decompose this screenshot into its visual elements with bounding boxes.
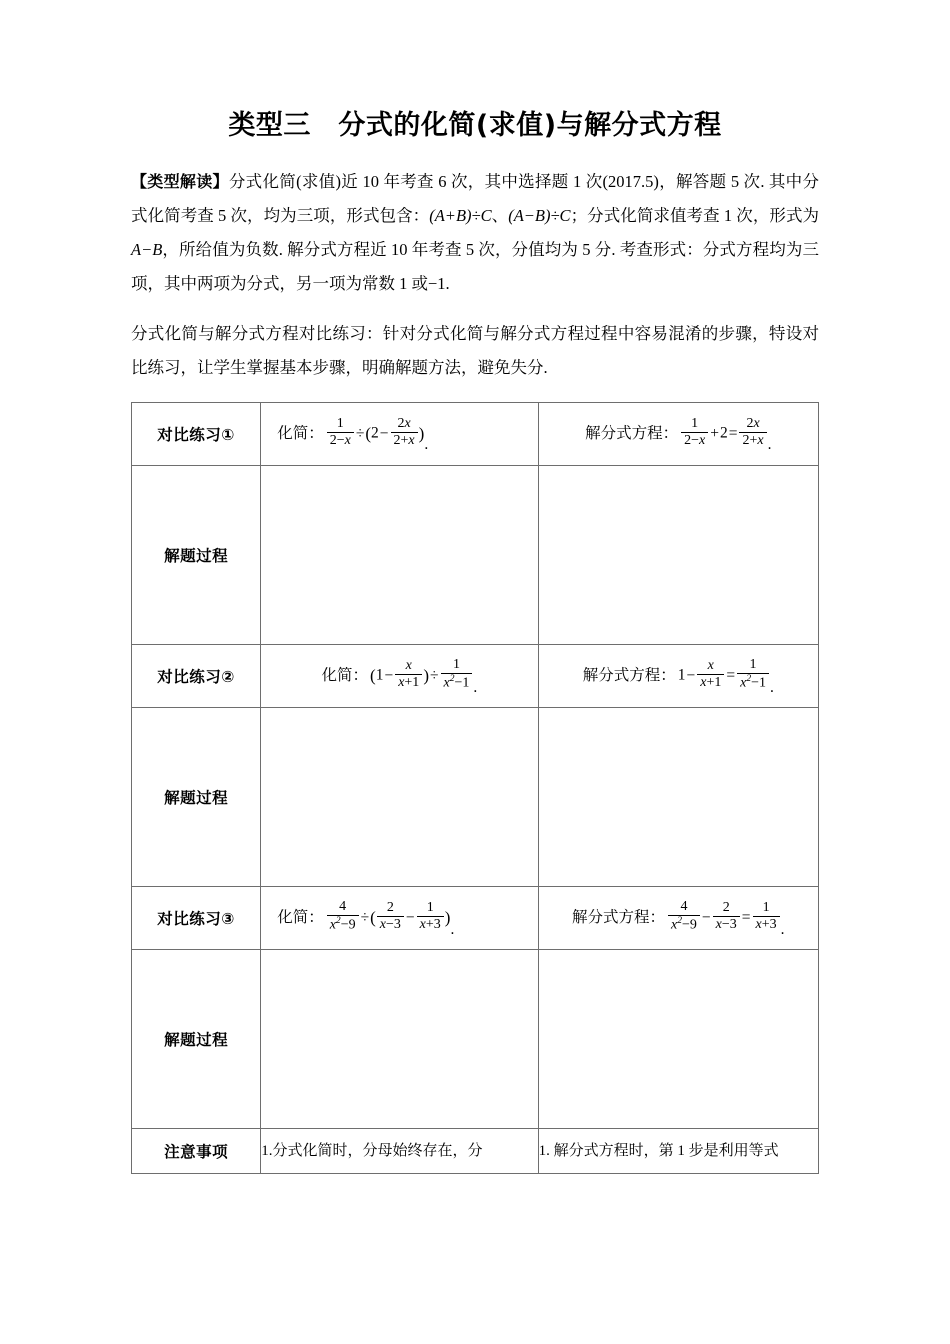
work-area-right-3[interactable] (538, 950, 818, 1129)
simplify-prefix-3: 化简： (277, 909, 324, 927)
intro-p1-text-1: 分式化简(求值)近 10 年考查 6 次，其中选择题 1 次(2017.5)，解答题 5 次. 其中分式化简考查 5 次，均为三项，形式包含： (131, 172, 819, 225)
cell-solve-1 (538, 403, 818, 466)
work-area-left-1[interactable] (261, 466, 538, 645)
table-row (132, 403, 819, 466)
table-row (132, 466, 819, 645)
work-area-left-2[interactable] (261, 708, 538, 887)
work-area-left-3[interactable] (261, 950, 538, 1129)
formula-simplify-2: (1− $\frac{x}{x+1}$ )÷ $\frac{1}{x^2-1}$ . (370, 657, 478, 696)
note-text-left: 1.分式化简时，分母始终存在，分 (261, 1129, 538, 1174)
intro-p1-text-3: ，所给值为负数. 解分式方程近 10 年考查 5 次，分值均为 5 分. 考查形式：分式方程均为三项，其中两项为分式，另一项为常数 1 或−1. (131, 239, 819, 293)
row-label-practice-2: 对比练习② (132, 645, 261, 708)
note-text-right: 1. 解分式方程时，第 1 步是利用等式 (538, 1129, 818, 1174)
intro-paragraph-2: 分式化简与解分式方程对比练习：针对分式化简与解分式方程过程中容易混淆的步骤，特设对比练习，让学生掌握基本步骤，明确解题方法，避免失分. (131, 323, 819, 377)
row-label-work-2: 解题过程 (132, 708, 261, 887)
solve-prefix-1: 解分式方程： (585, 425, 679, 443)
comparison-practice-table (131, 402, 819, 1174)
formula-solve-1: $\frac{1}{2-x}$ +2= $\frac{2x}{2+x}$ . (680, 418, 771, 450)
cell-solve-3 (538, 887, 818, 950)
cell-simplify-3 (261, 887, 538, 950)
page-content (131, 0, 819, 1174)
intro-p1-formula-3: A−B (131, 239, 163, 259)
table-row (132, 950, 819, 1129)
intro-p1-text-2: ；分式化简求值考查 1 次，形式为 (570, 205, 820, 225)
table-row (132, 1129, 819, 1174)
table-row (132, 708, 819, 887)
formula-solve-2: 1− $\frac{x}{x+1}$ = $\frac{1}{x^2-1}$ . (677, 657, 774, 696)
row-label-work-3: 解题过程 (132, 950, 261, 1129)
intro-paragraph-1 (131, 165, 819, 300)
solve-prefix-2: 解分式方程： (582, 667, 676, 685)
cell-solve-2 (538, 645, 818, 708)
work-area-right-1[interactable] (538, 466, 818, 645)
table-row (132, 887, 819, 950)
cell-simplify-2 (261, 645, 538, 708)
intro-p1-sep-1: 、 (491, 205, 509, 225)
row-label-work-1: 解题过程 (132, 466, 261, 645)
row-label-practice-1: 对比练习① (132, 403, 261, 466)
work-area-right-2[interactable] (538, 708, 818, 887)
simplify-prefix-2: 化简： (321, 667, 369, 685)
simplify-prefix-1: 化简： (277, 425, 324, 443)
row-label-practice-3: 对比练习③ (132, 887, 261, 950)
page-title: 类型三 分式的化简(求值)与解分式方程 (228, 110, 722, 141)
row-label-notes: 注意事项 (132, 1129, 261, 1174)
formula-simplify-1: $\frac{1}{2-x}$ ÷(2− $\frac{2x}{2+x}$ ). (326, 418, 428, 450)
intro-p1-formula-1: (A+B)÷C (429, 205, 492, 225)
formula-simplify-3: $\frac{4}{x^2-9}$ ÷( $\frac{2}{x-3}$ − $\frac{1}{x+3}$ ). (326, 901, 455, 935)
type-analysis-label: 【类型解读】 (131, 172, 229, 192)
intro-p1-formula-2: (A−B)÷C (508, 205, 571, 225)
solve-prefix-3: 解分式方程： (572, 909, 666, 927)
cell-simplify-1 (261, 403, 538, 466)
table-row (132, 645, 819, 708)
formula-solve-3: $\frac{4}{x^2-9}$ − $\frac{2}{x-3}$ = $\frac{1}{x+3}$ . (667, 901, 785, 935)
